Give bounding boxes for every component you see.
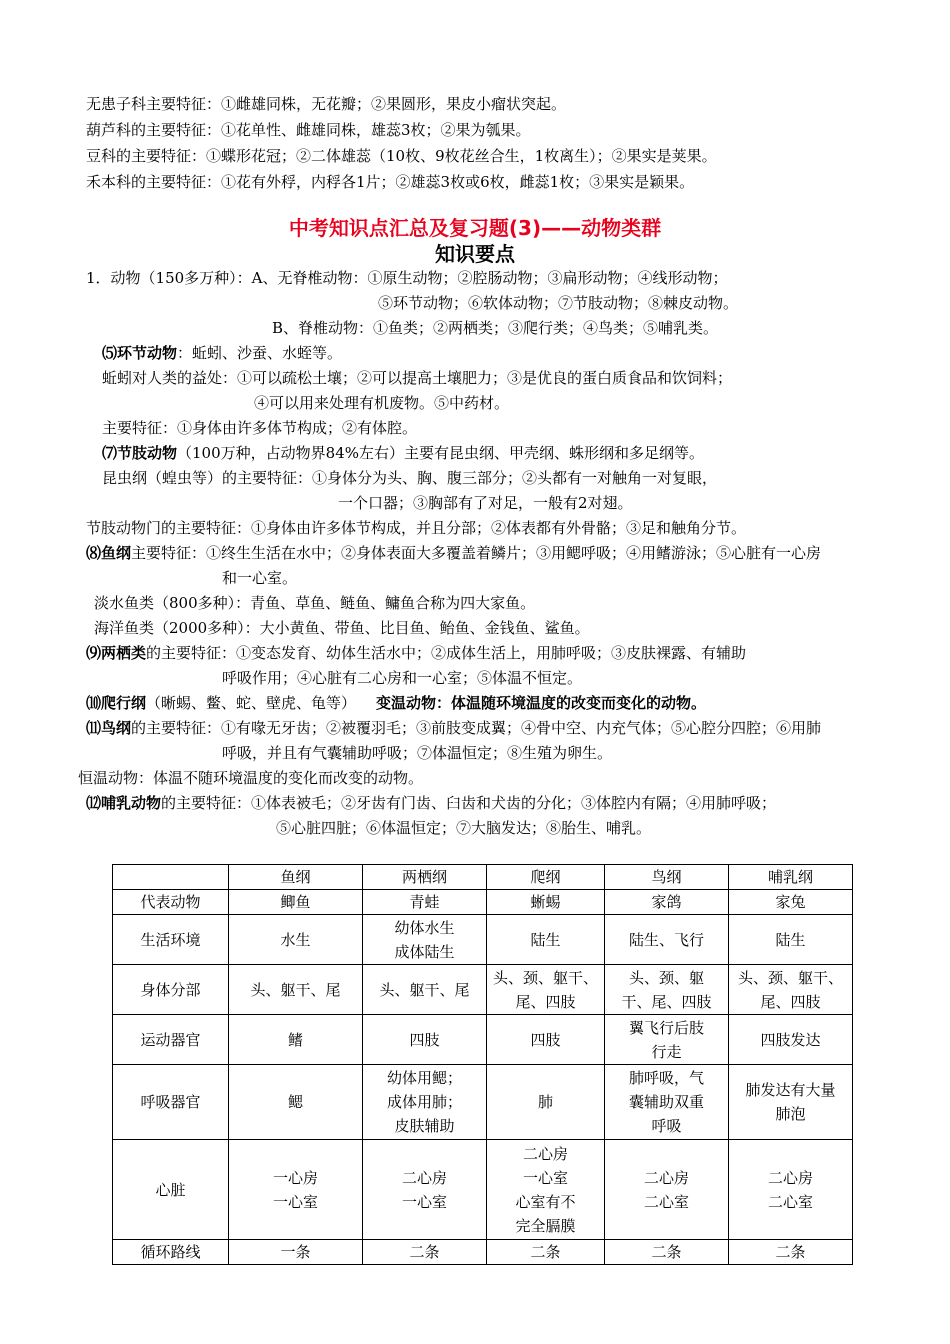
table-cell: 翼飞行后肢 行走 <box>605 1015 729 1065</box>
table-cell: 肺发达有大量 肺泡 <box>729 1065 853 1140</box>
table-cell: 鳃 <box>229 1065 363 1140</box>
table-cell: 四肢发达 <box>729 1015 853 1065</box>
heading-arthropoda: ⑺节肢动物 <box>102 444 178 462</box>
vertebrate-comparison-table <box>112 864 853 1265</box>
table-row <box>113 1015 853 1065</box>
table-cell: 陆生、飞行 <box>605 915 729 965</box>
family-wuhuanzi: 无患子科主要特征：①雌雄同株，无花瓣；②果圆形，果皮小瘤状突起。 <box>86 95 567 113</box>
table-cell: 一条 <box>229 1240 363 1265</box>
table-cell: 陆生 <box>729 915 853 965</box>
heading-reptilia: ⑽爬行纲 <box>86 694 147 712</box>
note-line: ⑽爬行纲（晰蜴、鳖、蛇、壁虎、龟等） 变温动物：体温随环境温度的改变而变化的动物。 <box>86 694 707 712</box>
table-cell: 二心房 二心室 <box>605 1140 729 1240</box>
note-line: ⑤环节动物；⑥软体动物；⑦节肢动物；⑧棘皮动物。 <box>378 294 739 312</box>
table-row-label: 呼吸器官 <box>113 1065 229 1140</box>
table-header-row <box>113 865 853 890</box>
note-line: ⑺节肢动物（100万种，占动物界84%左右）主要有昆虫纲、甲壳纲、蛛形纲和多足纲等。 <box>102 444 704 462</box>
table-cell: 头、躯干、尾 <box>363 965 487 1015</box>
family-hulu: 葫芦科的主要特征：①花单性、雌雄同株，雄蕊3枚；②果为瓠果。 <box>86 121 531 139</box>
note-line: 蚯蚓对人类的益处：①可以疏松土壤；②可以提高土壤肥力；③是优良的蛋白质食品和饮饲料； <box>102 369 733 387</box>
table-cell: 头、颈、躯干、 尾、四肢 <box>487 965 605 1015</box>
table-cell: 幼体水生 成体陆生 <box>363 915 487 965</box>
table-row <box>113 890 853 915</box>
table-cell: 二条 <box>487 1240 605 1265</box>
note-line: 一个口器；③胸部有了对足，一般有2对翅。 <box>338 494 633 512</box>
note-line: ⑼两栖类的主要特征：①变态发育、幼体生活水中；②成体生活上，用肺呼吸；③皮肤裸露、有辅助 <box>86 644 747 662</box>
table-cell: 二条 <box>363 1240 487 1265</box>
note-line: ⑿哺乳动物的主要特征：①体表被毛；②牙齿有门齿、臼齿和犬齿的分化；③体腔内有隔；④用肺呼吸； <box>86 794 777 812</box>
note-line: ⑻鱼纲主要特征：①终生生活在水中；②身体表面大多覆盖着鳞片；③用鳃呼吸；④用鳍游泳；⑤心脏有一心房 <box>86 544 822 562</box>
heading-aves: ⑾鸟纲 <box>86 719 132 737</box>
note-line: 呼吸，并且有气囊辅助呼吸；⑦体温恒定；⑧生殖为卵生。 <box>222 744 613 762</box>
table-row <box>113 1140 853 1240</box>
note-line: ④可以用来处理有机废物。⑤中药材。 <box>254 394 510 412</box>
table-header-cell: 哺乳纲 <box>729 865 853 890</box>
note-line: 海洋鱼类（2000多种）：大小黄鱼、带鱼、比目鱼、鲐鱼、金钱鱼、鲨鱼。 <box>94 619 590 637</box>
table-row-label: 代表动物 <box>113 890 229 915</box>
table-header-cell: 两栖纲 <box>363 865 487 890</box>
note-line: 1．动物（150多万种）：A、无脊椎动物：①原生动物；②腔肠动物；③扁形动物；④线形动物； <box>86 269 728 287</box>
note-line: 恒温动物：体温不随环境温度的变化而改变的动物。 <box>78 769 424 787</box>
table-cell: 家鸽 <box>605 890 729 915</box>
heading-annelida: ⑸环节动物 <box>102 344 178 362</box>
heading-mammalia: ⑿哺乳动物 <box>86 794 162 812</box>
table-cell: 水生 <box>229 915 363 965</box>
table-cell: 肺 <box>487 1065 605 1140</box>
table-cell: 家兔 <box>729 890 853 915</box>
table-cell: 二心房 一心室 <box>363 1140 487 1240</box>
table-row-label: 身体分部 <box>113 965 229 1015</box>
heading-amphibia: ⑼两栖类 <box>86 644 147 662</box>
note-line: 主要特征：①身体由许多体节构成；②有体腔。 <box>102 419 418 437</box>
table-cell: 二心房 二心室 <box>729 1140 853 1240</box>
table-cell: 陆生 <box>487 915 605 965</box>
table-cell: 二条 <box>605 1240 729 1265</box>
table-header-cell: 爬纲 <box>487 865 605 890</box>
table-cell: 二条 <box>729 1240 853 1265</box>
table-cell: 鲫鱼 <box>229 890 363 915</box>
table-cell: 头、躯干、尾 <box>229 965 363 1015</box>
table-header-cell <box>113 865 229 890</box>
note-line: 节肢动物门的主要特征：①身体由许多体节构成，并且分部；②体表都有外骨骼；③足和触角分节。 <box>86 519 747 537</box>
table-cell: 头、颈、躯 干、尾、四肢 <box>605 965 729 1015</box>
note-line: ⑤心脏四脏；⑥体温恒定；⑦大脑发达；⑧胎生、哺乳。 <box>276 819 652 837</box>
table-header-cell: 鱼纲 <box>229 865 363 890</box>
note-line: 呼吸作用；④心脏有二心房和一心室；⑤体温不恒定。 <box>222 669 583 687</box>
table-cell: 肺呼吸，气 囊辅助双重 呼吸 <box>605 1065 729 1140</box>
table-row <box>113 1065 853 1140</box>
family-heben: 禾本科的主要特征：①花有外稃，内稃各1片；②雄蕊3枚或6枚，雌蕊1枚；③果实是颖果。 <box>86 173 695 191</box>
table-row-label: 心脏 <box>113 1140 229 1240</box>
table-row <box>113 1240 853 1265</box>
table-cell: 一心房 一心室 <box>229 1140 363 1240</box>
table-row <box>113 915 853 965</box>
table-cell: 幼体用鳃； 成体用肺； 皮肤辅助 <box>363 1065 487 1140</box>
table-row <box>113 965 853 1015</box>
table-cell: 头、颈、躯干、 尾、四肢 <box>729 965 853 1015</box>
table-header-cell: 鸟纲 <box>605 865 729 890</box>
note-line: ⑸环节动物：蚯蚓、沙蚕、水蛭等。 <box>102 344 343 362</box>
definition-poikilotherm: 变温动物：体温随环境温度的改变而变化的动物。 <box>376 694 707 712</box>
section-subtitle: 知识要点 <box>435 242 515 266</box>
family-dou: 豆科的主要特征：①蝶形花冠；②二体雄蕊（10枚、9枚花丝合生，1枚离生）；②果实是荚果。 <box>86 147 717 165</box>
table-cell: 四肢 <box>363 1015 487 1065</box>
note-line: 淡水鱼类（800多种）：青鱼、草鱼、鲢鱼、鳙鱼合称为四大家鱼。 <box>94 594 536 612</box>
table-cell: 二心房 一心室 心室有不 完全膈膜 <box>487 1140 605 1240</box>
section-title: 中考知识点汇总及复习题(3)——动物类群 <box>288 216 662 240</box>
table-row-label: 运动器官 <box>113 1015 229 1065</box>
table-cell: 鳍 <box>229 1015 363 1065</box>
note-line: ⑾鸟纲的主要特征：①有喙无牙齿；②被覆羽毛；③前肢变成翼；④骨中空、内充气体；⑤心腔分四腔；⑥用肺 <box>86 719 822 737</box>
table-cell: 四肢 <box>487 1015 605 1065</box>
note-line: 和一心室。 <box>222 569 298 587</box>
table-row-label: 循环路线 <box>113 1240 229 1265</box>
table-cell: 青蛙 <box>363 890 487 915</box>
heading-fish: ⑻鱼纲 <box>86 544 132 562</box>
note-line: B、脊椎动物：①鱼类；②两栖类；③爬行类；④鸟类；⑤哺乳类。 <box>272 319 719 337</box>
note-line: 昆虫纲（蝗虫等）的主要特征：①身体分为头、胸、腹三部分；②头都有一对触角一对复眼， <box>102 469 718 487</box>
table-row-label: 生活环境 <box>113 915 229 965</box>
table-cell: 蜥蜴 <box>487 890 605 915</box>
